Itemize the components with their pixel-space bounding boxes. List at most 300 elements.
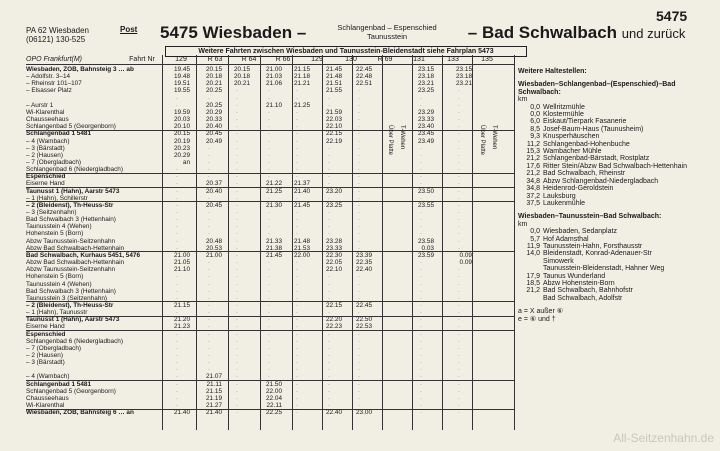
departure-time: · xyxy=(419,180,423,188)
departure-time: · xyxy=(327,144,331,152)
departure-time: 23.15 xyxy=(418,66,434,73)
departure-time: 21.48 xyxy=(294,237,310,245)
departure-time: · xyxy=(357,387,361,395)
departure-time: 22.10 xyxy=(326,266,342,274)
departure-time: 21.05 xyxy=(174,259,190,267)
table-row xyxy=(26,87,515,94)
departure-time: · xyxy=(457,380,461,388)
departure-time: · xyxy=(175,173,179,181)
table-head-fahrt: Fahrt Nr xyxy=(129,56,155,63)
stop-label: Simowerk xyxy=(543,257,574,265)
departure-time: · xyxy=(235,194,239,202)
departure-time: 21.22 xyxy=(266,180,282,188)
stop-name: Taunusstein 4 (Wehen) xyxy=(26,223,92,231)
stop-name: Hohenstein 5 (Born) xyxy=(26,273,84,281)
stop-name: Bad Schwalbach 3 (Hettenhain) xyxy=(26,216,116,224)
departure-time: · xyxy=(295,387,299,395)
departure-time: · xyxy=(327,273,331,281)
departure-time: 19.48 xyxy=(174,73,190,81)
departure-time: 22.50 xyxy=(356,316,372,324)
table-row xyxy=(26,80,515,87)
departure-time: · xyxy=(207,216,211,224)
departure-time: · xyxy=(175,244,179,252)
table-row xyxy=(26,116,515,123)
departure-time: · xyxy=(357,366,361,374)
route-note: T-Wehen xyxy=(491,125,497,150)
departure-time: 23.25 xyxy=(418,87,434,95)
departure-time: · xyxy=(357,87,361,95)
departure-time: 20.48 xyxy=(206,237,222,245)
departure-time: · xyxy=(207,316,211,324)
stop-name: Espenschied xyxy=(26,173,66,181)
departure-time: 21.33 xyxy=(266,237,282,245)
departure-time: · xyxy=(357,116,361,124)
departure-time: · xyxy=(175,94,179,102)
departure-time: · xyxy=(207,352,211,359)
departure-time: · xyxy=(419,94,423,102)
departure-time: · xyxy=(327,387,331,395)
departure-time: 22.40 xyxy=(356,266,372,274)
departure-time: · xyxy=(207,94,211,102)
stop-name: Schlangenbad 1 5481 xyxy=(26,130,91,138)
departure-time: · xyxy=(175,237,179,245)
departure-time: · xyxy=(235,173,239,181)
departure-time: · xyxy=(357,216,361,224)
departure-time: 21.27 xyxy=(206,402,222,410)
departure-time: 23.15 xyxy=(456,66,472,73)
departure-time: · xyxy=(295,137,299,145)
departure-time: · xyxy=(235,309,239,317)
stop-name: – Aurstr 1 xyxy=(26,101,54,109)
stop-label: Bad Schwalbach, Bahnhofstr xyxy=(543,287,633,295)
block1-item xyxy=(518,126,718,133)
timetable-grid xyxy=(26,55,515,430)
departure-time: · xyxy=(175,294,179,302)
departure-time: · xyxy=(357,244,361,252)
departure-time: · xyxy=(175,187,179,195)
departure-time: · xyxy=(357,273,361,281)
departure-time: · xyxy=(175,373,179,381)
fahrt-nr: R 69 xyxy=(377,56,393,63)
table-row xyxy=(26,259,515,266)
departure-time: · xyxy=(295,209,299,216)
departure-time: 21.19 xyxy=(206,394,222,402)
departure-time: 20.33 xyxy=(206,116,222,124)
departure-time: · xyxy=(207,151,211,159)
departure-time: · xyxy=(207,144,211,152)
departure-time: · xyxy=(235,216,239,224)
departure-time: · xyxy=(357,173,361,181)
stop-label: Bad Schwalbach, Rheinstr xyxy=(543,170,626,178)
departure-time: · xyxy=(457,366,461,374)
departure-time: 22.40 xyxy=(326,409,342,417)
table-head-left: OPO Frankfurt(M) xyxy=(26,56,83,63)
departure-time: · xyxy=(295,280,299,288)
departure-time: · xyxy=(235,158,239,166)
table-row xyxy=(26,345,515,352)
departure-time: · xyxy=(357,380,361,388)
block1-title: Wiesbaden–Schlangenbad–(Espenschied)–Bad Schwalbach: xyxy=(518,81,676,96)
table-row xyxy=(26,395,515,402)
departure-time: · xyxy=(207,309,211,317)
departure-time: 20.29 xyxy=(206,108,222,116)
stop-name: – 7 (Obergladbach) xyxy=(26,158,82,166)
departure-time: · xyxy=(357,123,361,131)
departure-time: · xyxy=(357,130,361,138)
departure-time: 23.18 xyxy=(456,73,472,81)
table-row xyxy=(26,409,515,416)
departure-time: · xyxy=(327,344,331,352)
departure-time: · xyxy=(357,187,361,195)
departure-time: 22.19 xyxy=(326,137,342,145)
stop-name: Wi-Klarenthal xyxy=(26,108,65,116)
departure-time: 21.40 xyxy=(206,409,222,417)
departure-time: · xyxy=(295,123,299,131)
departure-time: 21.51 xyxy=(326,80,342,88)
departure-time: · xyxy=(267,259,271,267)
km-value: 0,0 xyxy=(530,103,540,111)
watermark: All-Seitzenhahn.de xyxy=(613,431,714,445)
departure-time: 23.40 xyxy=(418,123,434,131)
departure-time: · xyxy=(327,209,331,216)
departure-time: · xyxy=(357,223,361,231)
departure-time: · xyxy=(235,373,239,381)
departure-time: · xyxy=(175,201,179,209)
departure-time: · xyxy=(175,309,179,317)
table-row xyxy=(26,159,515,166)
departure-time: · xyxy=(357,108,361,116)
departure-time: · xyxy=(419,158,423,166)
departure-time: · xyxy=(235,387,239,395)
departure-time: 22.00 xyxy=(294,251,310,259)
departure-time: · xyxy=(235,137,239,145)
table-row xyxy=(26,366,515,373)
block1-item xyxy=(518,104,718,111)
fahrt-nr: 129 xyxy=(175,56,187,63)
departure-time: 20.40 xyxy=(206,187,222,195)
table-row xyxy=(26,209,515,216)
departure-time: · xyxy=(295,166,299,174)
stop-name: Schlangenbad 5 (Georgenborn) xyxy=(26,123,116,131)
departure-time: 21.23 xyxy=(174,323,190,331)
departure-time: · xyxy=(357,359,361,367)
departure-time: · xyxy=(295,94,299,102)
departure-time: · xyxy=(295,194,299,202)
departure-time: 23.33 xyxy=(418,116,434,124)
stop-label: Laukenmühle xyxy=(543,199,586,207)
departure-time: · xyxy=(175,223,179,231)
departure-time: · xyxy=(267,166,271,174)
stop-name: Schlangenbad 6 (Niedergladbach) xyxy=(26,166,123,174)
departure-time: 21.37 xyxy=(294,180,310,188)
fahrt-nr: R 64 xyxy=(241,56,257,63)
departure-time: · xyxy=(419,194,423,202)
km-value: 34,8 xyxy=(526,185,540,193)
departure-time: · xyxy=(457,266,461,274)
table-row xyxy=(26,102,515,109)
departure-time: · xyxy=(457,409,461,417)
departure-time: · xyxy=(419,230,423,238)
departure-time: · xyxy=(357,402,361,410)
departure-time: · xyxy=(295,301,299,309)
table-row xyxy=(26,359,515,366)
departure-time: · xyxy=(207,323,211,331)
departure-time: · xyxy=(295,409,299,417)
departure-time: · xyxy=(357,373,361,381)
departure-time: · xyxy=(207,294,211,302)
departure-time: · xyxy=(295,223,299,231)
departure-time: · xyxy=(267,223,271,231)
table-row xyxy=(26,352,515,359)
departure-time: · xyxy=(175,402,179,410)
departure-time: · xyxy=(267,173,271,181)
departure-time: 22.30 xyxy=(326,251,342,259)
stop-name: – 2 (Hausen) xyxy=(26,151,63,159)
departure-time: · xyxy=(327,280,331,288)
departure-time: · xyxy=(175,273,179,281)
row-rule xyxy=(26,316,515,317)
departure-time: · xyxy=(457,359,461,367)
departure-time: · xyxy=(267,359,271,367)
departure-time: · xyxy=(457,216,461,224)
departure-time: · xyxy=(295,130,299,138)
stop-name: – 1 (Hahn), Schillerstr xyxy=(26,194,88,202)
departure-time: · xyxy=(235,280,239,288)
departure-time: · xyxy=(457,166,461,174)
block1-item xyxy=(518,193,718,200)
departure-time: · xyxy=(295,359,299,367)
departure-time: · xyxy=(207,366,211,374)
departure-time: · xyxy=(235,323,239,331)
departure-time: · xyxy=(327,366,331,374)
stop-label: Heidenrod-Geroldstein xyxy=(543,185,614,193)
departure-time: · xyxy=(457,352,461,359)
departure-time: 20.21 xyxy=(206,80,222,88)
departure-time: · xyxy=(207,223,211,231)
block1-item xyxy=(518,163,718,170)
departure-time: · xyxy=(295,344,299,352)
departure-time: · xyxy=(207,359,211,367)
departure-time: · xyxy=(207,273,211,281)
departure-time: · xyxy=(267,301,271,309)
departure-time: · xyxy=(235,301,239,309)
km-value: 0,0 xyxy=(530,228,540,236)
title-end: – Bad Schwalbach xyxy=(467,23,618,42)
departure-time: · xyxy=(207,337,211,345)
stop-label: Klostermühle xyxy=(543,111,584,119)
departure-time: 23.55 xyxy=(418,201,434,209)
block1-item xyxy=(518,133,718,140)
km-value: 34,8 xyxy=(526,177,540,185)
title-main: 5475 Wiesbaden – xyxy=(160,23,307,42)
table-row xyxy=(26,238,515,245)
departure-time: · xyxy=(357,180,361,188)
departure-time: 20.45 xyxy=(206,130,222,138)
km-value: 5,7 xyxy=(530,235,540,243)
departure-time: · xyxy=(235,394,239,402)
stop-label: Lauksburg xyxy=(543,192,576,200)
block2-item xyxy=(518,273,718,280)
route-note: Über Platte xyxy=(479,125,485,156)
table-row xyxy=(26,288,515,295)
departure-time: · xyxy=(327,330,331,338)
departure-time: · xyxy=(267,216,271,224)
departure-time: · xyxy=(295,316,299,324)
departure-time: · xyxy=(419,216,423,224)
departure-time: · xyxy=(235,352,239,359)
km-value: 18,5 xyxy=(526,279,540,287)
departure-time: · xyxy=(357,137,361,145)
table-row xyxy=(26,152,515,159)
departure-time: · xyxy=(327,94,331,102)
departure-time: · xyxy=(419,330,423,338)
departure-time: · xyxy=(457,273,461,281)
departure-time: · xyxy=(235,151,239,159)
row-rule xyxy=(26,301,515,302)
departure-time: · xyxy=(457,123,461,131)
departure-time: · xyxy=(419,323,423,331)
stop-name: Hohenstein 5 (Born) xyxy=(26,230,84,238)
departure-time: · xyxy=(295,259,299,267)
departure-time: 20.21 xyxy=(234,80,250,88)
departure-time: · xyxy=(267,337,271,345)
departure-time: · xyxy=(207,344,211,352)
departure-time: 21.21 xyxy=(294,80,310,88)
departure-time: · xyxy=(267,151,271,159)
departure-time: 21.30 xyxy=(266,201,282,209)
table-row xyxy=(26,95,515,102)
fahrt-nr: R 63 xyxy=(207,56,223,63)
block2-item xyxy=(518,228,718,235)
departure-time: 21.06 xyxy=(266,80,282,88)
departure-time: · xyxy=(295,337,299,345)
row-rule xyxy=(26,330,515,331)
departure-time: · xyxy=(357,237,361,245)
departure-time: · xyxy=(457,280,461,288)
departure-time: 21.45 xyxy=(266,251,282,259)
via-top: Schlangenbad – Espenschied xyxy=(337,23,437,32)
departure-time: 0.03 xyxy=(421,244,434,252)
table-row xyxy=(26,130,515,137)
departure-time: 20.25 xyxy=(206,101,222,109)
departure-time: · xyxy=(295,173,299,181)
departure-time: · xyxy=(327,230,331,238)
block2-title: Wiesbaden–Taunusstein–Bad Schwalbach: xyxy=(518,213,662,221)
row-rule xyxy=(26,201,515,202)
km-value: 37,2 xyxy=(526,192,540,200)
departure-time: · xyxy=(457,180,461,188)
stop-label: Wambacher Mühle xyxy=(543,148,602,156)
departure-time: · xyxy=(267,123,271,131)
block1-item xyxy=(518,118,718,125)
departure-time: · xyxy=(207,158,211,166)
departure-time: · xyxy=(267,309,271,317)
departure-time: 20.03 xyxy=(174,116,190,124)
km-value: 11,9 xyxy=(526,242,540,250)
departure-time: · xyxy=(357,394,361,402)
departure-time: 21.00 xyxy=(206,251,222,259)
departure-time: 20.49 xyxy=(206,137,222,145)
departure-time: · xyxy=(419,173,423,181)
via-bottom: Taunusstein xyxy=(367,32,408,41)
departure-time: · xyxy=(235,94,239,102)
departure-time: 23.20 xyxy=(326,187,342,195)
departure-time: · xyxy=(357,344,361,352)
departure-time: · xyxy=(267,287,271,295)
departure-time: · xyxy=(175,287,179,295)
departure-time: 21.10 xyxy=(174,266,190,274)
departure-time: · xyxy=(235,101,239,109)
departure-time: · xyxy=(235,273,239,281)
departure-time: · xyxy=(235,144,239,152)
departure-time: · xyxy=(207,301,211,309)
departure-time: · xyxy=(235,244,239,252)
stop-name: – 7 (Obergladbach) xyxy=(26,344,82,352)
departure-time: · xyxy=(419,309,423,317)
km-value: 21,2 xyxy=(526,170,540,178)
departure-time: 21.25 xyxy=(294,101,310,109)
departure-time: · xyxy=(295,323,299,331)
departure-time: · xyxy=(295,287,299,295)
departure-time: · xyxy=(357,144,361,152)
departure-time: · xyxy=(207,259,211,267)
departure-time: · xyxy=(235,237,239,245)
departure-time: · xyxy=(267,323,271,331)
stop-name: Abzw Taunusstein-Seitzenhahn xyxy=(26,237,116,245)
departure-time: · xyxy=(357,352,361,359)
departure-time: 20.15 xyxy=(174,130,190,138)
departure-time: · xyxy=(357,209,361,216)
departure-time: · xyxy=(267,137,271,145)
departure-time: · xyxy=(267,373,271,381)
departure-time: · xyxy=(327,380,331,388)
table-row xyxy=(26,173,515,180)
departure-time: · xyxy=(175,180,179,188)
departure-time: · xyxy=(235,187,239,195)
stop-label: Ritter Stein/Abzw Bad Schwalbach-Hettenhain xyxy=(543,162,687,170)
stop-label: Schlangenbad-Bärstadt, Rostplatz xyxy=(543,155,650,163)
stop-name: Abzw Bad Schwalbach-Hettenhain xyxy=(26,244,125,252)
departure-time: · xyxy=(175,387,179,395)
departure-time: · xyxy=(457,151,461,159)
block2-item xyxy=(518,250,718,257)
stop-name: Espenschied xyxy=(26,330,66,338)
departure-time: 21.18 xyxy=(294,73,310,81)
departure-time: · xyxy=(419,394,423,402)
departure-time: · xyxy=(357,230,361,238)
km-value: 17,6 xyxy=(526,162,540,170)
departure-time: 21.59 xyxy=(326,108,342,116)
departure-time: · xyxy=(175,216,179,224)
departure-time: 23.45 xyxy=(418,130,434,138)
departure-time: · xyxy=(457,137,461,145)
departure-time: 20.15 xyxy=(234,66,250,73)
departure-time: 21.45 xyxy=(326,66,342,73)
departure-time: · xyxy=(327,173,331,181)
post-label: Post xyxy=(120,25,138,34)
departure-time: 23.28 xyxy=(326,237,342,245)
departure-time: 20.25 xyxy=(206,87,222,95)
departure-time: · xyxy=(235,180,239,188)
block1-item xyxy=(518,141,718,148)
fahrt-nr: 129 xyxy=(311,56,323,63)
departure-time: · xyxy=(295,87,299,95)
departure-time: 23.29 xyxy=(418,108,434,116)
departure-time: · xyxy=(457,116,461,124)
departure-time: · xyxy=(295,394,299,402)
block1-item xyxy=(518,148,718,155)
departure-time: · xyxy=(235,294,239,302)
